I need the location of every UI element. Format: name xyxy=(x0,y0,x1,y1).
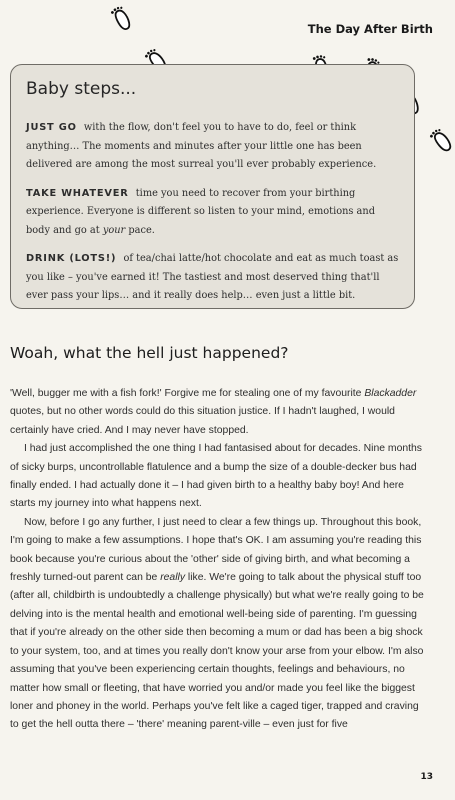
tip-item xyxy=(26,119,399,175)
footprint-icon xyxy=(427,125,455,156)
section-heading: Woah, what the hell just happened? xyxy=(10,344,289,362)
title-emphasis: Blackadder xyxy=(364,388,417,399)
paragraph-text: 'Well, bugger me with a fish fork!' Forgive me for stealing one of my favourite xyxy=(10,388,365,399)
tip-lead: TAKE WHATEVER xyxy=(26,187,129,199)
tip-emphasis: your xyxy=(102,224,126,236)
tip-lead: JUST GO xyxy=(26,122,77,133)
word-emphasis: really xyxy=(160,572,186,584)
running-head: The Day After Birth xyxy=(307,22,433,36)
tip-lead: DRINK (LOTS!) xyxy=(26,253,117,264)
tip-text: pace. xyxy=(125,224,155,236)
paragraph xyxy=(10,514,425,735)
paragraph-text: Now, before I go any further, I just need to clear a few things up. Throughout this book, I'm going to make a few assumptions. I hope that's OK. I am assuming you're reading this book because you're curious about the 'other' side of giving birth, and what becoming a freshly turned-out parent can be xyxy=(10,516,422,584)
tip-text: time you need to recover from your birthing experience. Everyone is different so listen to your mind, emotions and body and go at xyxy=(26,187,375,236)
paragraph-text: quotes, but no other words could do this situation justice. If I hadn't laughed, I would certainly have cried. And I may never have stopped. xyxy=(10,406,395,436)
tip-text: of tea/chai latte/hot chocolate and eat as much toast as you like – you've earned it! The tastiest and most deserved thing that'll ever pass your lips… and it really does help… even just a little bit. xyxy=(26,253,399,301)
tip-item xyxy=(26,185,399,241)
page-number: 13 xyxy=(420,772,433,782)
paragraph: I had just accomplished the one thing I had fantasised about for decades. Nine months of sicky burps, uncontrollable flatulence and a bump the size of a double-decker bus had finally ended. I had actually done it – I had given birth to a healthy baby boy! And here starts my journey into what happens next. xyxy=(10,443,422,510)
paragraph-text: like. We're going to talk about the physical stuff too (after all, childbirth is undoubtedly a challenge physically) but what we're really going to be delving into is the mental health and emotional well-being side of parenting. I'm guessing that if you're already on the other side then becoming a mum or dad has been a big shock to your system, too, and at times you really don't know your arse from your elbow. I'm also assuming that you've been experiencing certain thoughts, feelings and behaviours, no matter how small or fleeting, that have worried you and/or made you feel like the biggest loner and phoney in the world. Perhaps you've felt like a caged tiger, trapped and craving to get the hell outta there – 'there' meaning parent-ville – even just for five xyxy=(10,572,424,731)
tip-box xyxy=(10,64,415,309)
paragraph xyxy=(10,385,425,440)
tip-item xyxy=(26,250,399,306)
body-text xyxy=(10,385,425,735)
tip-text: with the flow, don't feel you to have to do, feel or think anything… The moments and minutes after your little one has been delivered are among the most surreal you'll ever probably experience. xyxy=(26,122,377,170)
tip-box-title: Baby steps... xyxy=(26,79,137,99)
footprint-icon xyxy=(108,3,137,35)
